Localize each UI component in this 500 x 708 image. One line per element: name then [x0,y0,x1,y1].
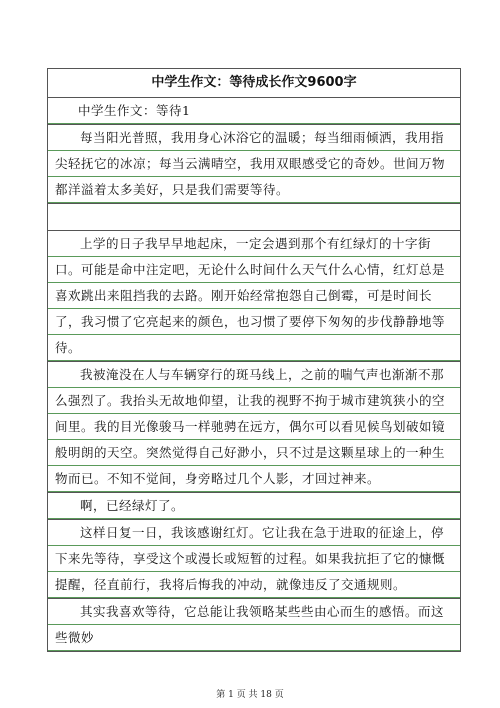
essay-table [47,68,461,652]
paragraph-2: 上学的日子我早早地起床，一定会遇到那个有红绿灯的十字街口。可能是命中注定吧，无论什么时间什么天气什么心情，红灯总是喜欢跳出来阻挡我的去路。刚开始经常抱怨自己倒霉，可是时间长了，我习惯了它亮起来的颜色，也习惯了要停下匆匆的步伐静静地等待。 [55,236,446,355]
paragraph-5: 这样日复一日，我该感谢红灯。它让我在急于进取的征途上，停下来先等待，享受这个或漫长或短暂的过程。如果我抗拒了它的慷慨提醒，径直前行，我将后悔我的冲动，就像违反了交通规则。 [55,525,446,592]
paragraph-1: 每当阳光普照，我用身心沐浴它的温暖；每当细雨倾洒，我用指尖轻抚它的冰凉；每当云满晴空，我用双眼感受它的奇妙。世间万物都洋溢着太多美好，只是我们需要等待。 [55,130,446,197]
paragraph-3: 我被淹没在人与车辆穿行的斑马线上，之前的喘气声也渐渐不那么强烈了。我抬头无故地仰望，让我的视野不拘于城市建筑狭小的空间里。我的目光像骏马一样驰骋在远方，偶尔可以看见候鸟划破如镜般明朗的天空。突然觉得自己好渺小，只不过是这颗星球上的一种生物而已。不知不觉间，身旁略过几个人影，才回过神来。 [55,367,446,486]
empty-row [48,204,460,231]
document-title: 中学生作文：等待成长作文9600字 [48,69,460,98]
document-subtitle: 中学生作文：等待1 [78,103,191,118]
paragraph-6: 其实我喜欢等待，它总能让我领略某些些由心而生的感悟。而这些微妙 [55,604,445,645]
paragraph-4: 啊，已经绿灯了。 [80,498,185,513]
page-footer: 第 1 页 共 18 页 [216,690,284,700]
